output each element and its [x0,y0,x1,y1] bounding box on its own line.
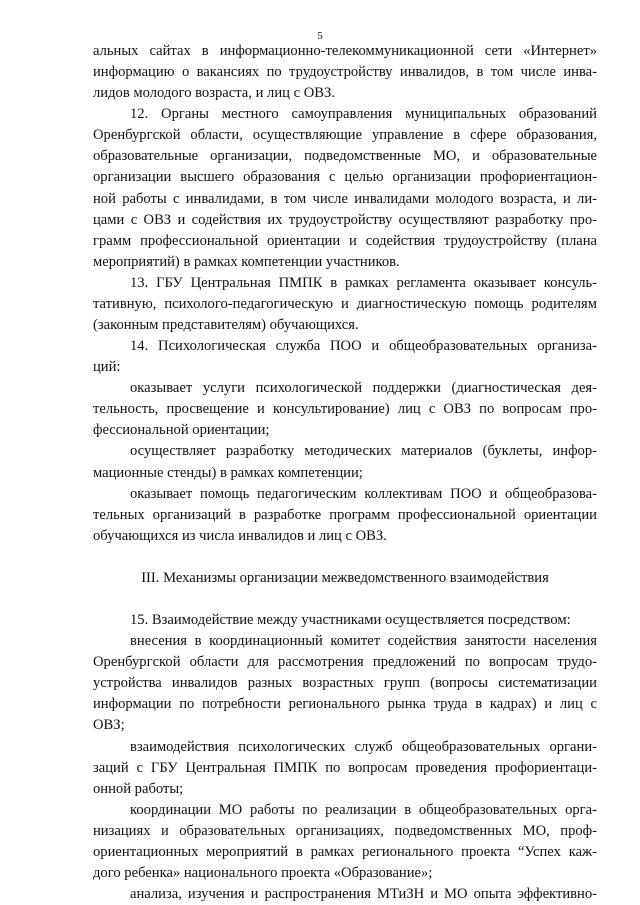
text-line: лидов молодого возраста, и лиц с ОВЗ. [93,85,335,102]
text-line: образовательные организации, подведомственные МО, и образовательные [93,148,597,165]
text-line: ОВЗ; [93,717,125,734]
text-line: 14. Психологическая служба ПОО и общеобразовательных организа- [130,338,597,355]
text-line: оказывает помощь педагогическим коллективам ПОО и общеобразова- [130,485,597,502]
text-line: ций: [93,359,121,376]
text-line: дого ребенка» национального проекта «Образование»; [93,864,433,881]
text-line: организации высшего образования с целью организации профориентацион- [93,169,597,186]
text-line: 15. Взаимодействие между участниками осуществляется посредством: [130,612,571,628]
text-line: заций с ГБУ Центральная ПМПК по вопросам проведения профориентаци- [93,759,597,776]
page-number: 5 [317,30,323,42]
text-line: информации по потребности регионального рынка труда в кадрах) и лиц с [93,696,597,713]
text-line: осуществляет разработку методических материалов (буклеты, инфор- [130,443,597,460]
text-line: грамм профессиональной ориентации и содействия трудоустройству (плана [93,232,597,249]
text-line: тельных организаций в разработке программ профессиональной ориентации [93,506,597,523]
text-line: Оренбургской области, осуществляющие управление в сфере образования, [93,127,597,144]
text-line: ориентационных мероприятий в рамках регионального проекта “Успех каж- [93,843,597,860]
text-line: ной работы с инвалидами, в том числе инвалидами молодого возраста, и ли- [93,190,597,207]
text-line: низациях и образовательных организациях, подведомственных МО, проф- [93,822,597,839]
text-line: внесения в координационный комитет содействия занятости населения [130,633,597,650]
text-line: анализа, изучения и распространения МТиЗН и МО опыта эффективно- [130,886,597,902]
text-line: тельность, просвещение и консультирование) лиц с ОВЗ по вопросам про- [93,401,597,418]
text-line: мационные стенды) в рамках компетенции; [93,464,363,481]
text-line: 12. Органы местного самоуправления муниципальных образований [130,106,597,123]
text-line: устройства инвалидов разных возрастных групп (вопросы систематизации [93,675,597,692]
section-heading: III. Механизмы организации межведомственного взаимодействия [141,569,549,586]
text-line: фессиональной ориентации; [93,422,270,439]
text-line: оказывает услуги психологической поддержки (диагностическая дея- [130,380,597,397]
text-line: альных сайтах в информационно-телекоммуникационной сети «Интернет» [93,43,597,59]
text-line: информацию о вакансиях по трудоустройству инвалидов, в том числе инва- [93,64,597,81]
text-line: 13. ГБУ Центральная ПМПК в рамках регламента оказывает консуль- [130,274,597,291]
text-line: обучающихся из числа инвалидов и лиц с ОВЗ. [93,527,387,544]
text-line: цами с ОВЗ и содействия их трудоустройству осуществляют разработку про- [93,211,597,228]
text-line: (законным представителям) обучающихся. [93,317,359,333]
text-line: взаимодействия психологических служб общеобразовательных органи- [130,738,597,755]
text-line: онной работы; [93,780,184,797]
text-line: координации МО работы по реализации в общеобразовательных орга- [130,801,597,818]
text-line: Оренбургской области для рассмотрения предложений по вопросам трудо- [93,654,597,671]
text-line: мероприятий) в рамках компетенции участников. [93,253,400,270]
text-line: тативную, психолого-педагогическую и диагностическую помощь родителям [93,295,597,312]
